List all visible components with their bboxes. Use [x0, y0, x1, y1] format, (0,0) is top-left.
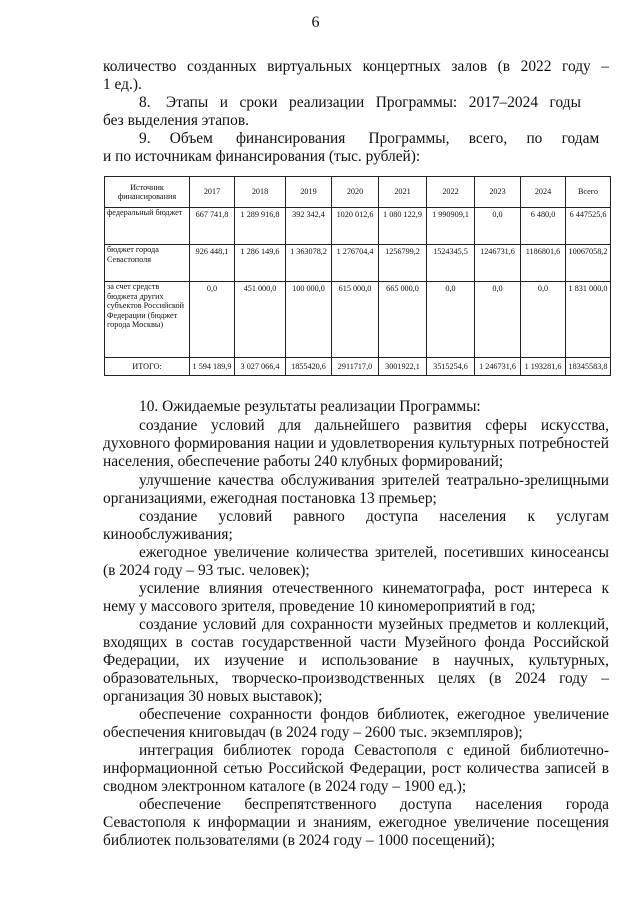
- table-cell: 615 000,0: [332, 282, 379, 358]
- table-cell: 1 594 189,9: [190, 358, 235, 376]
- table-cell: 3001922,1: [379, 358, 427, 376]
- table-cell: 392 342,4: [286, 208, 332, 245]
- financing-table: [104, 176, 611, 376]
- row-label: за счет средств бюджета других субъектов Российской Федерации (бюджет города Москвы): [105, 282, 190, 358]
- table-cell: 1 080 122,9: [379, 208, 427, 245]
- table-cell: 665 000,0: [379, 282, 427, 358]
- table-cell: 667 741,8: [190, 208, 235, 245]
- table-cell: 3515254,6: [427, 358, 475, 376]
- table-cell: 1 193281,6: [521, 358, 566, 376]
- row-label: федеральный бюджет: [105, 208, 190, 245]
- table-cell: 10067058,2: [566, 245, 611, 282]
- result-item: создание условий для сохранности музейных предметов и коллекций, входящих в состав государственной части Музейного фонда Российской Федерации, их изучение и использование в научных, культурных, образовательных, творческо-производственных целях (в 2024 году – организация 30 новых выставок);: [103, 616, 609, 705]
- section-9-line-1: 9. Объем финансирования Программы, всего, по годам: [139, 130, 600, 147]
- table-cell: 1 831 000,0: [566, 282, 611, 358]
- table-cell: 1 363078,2: [286, 245, 332, 282]
- header-total: Всего: [566, 177, 611, 208]
- table-cell: 0,0: [475, 282, 521, 358]
- table-cell: 18345583,8: [566, 358, 611, 376]
- table-cell: 1186801,6: [521, 245, 566, 282]
- table-cell: 0,0: [190, 282, 235, 358]
- table-cell: 1855420,6: [286, 358, 332, 376]
- header-2020: 2020: [332, 177, 379, 208]
- result-item: создание условий равного доступа населения к услугам кинообслуживания;: [103, 508, 609, 543]
- table-cell: 1 990909,1: [427, 208, 475, 245]
- table-cell: 1 246731,6: [475, 358, 521, 376]
- table-cell: 0,0: [427, 282, 475, 358]
- table-cell: 926 448,1: [190, 245, 235, 282]
- table-row: [105, 282, 611, 358]
- table-cell: 1020 012,6: [332, 208, 379, 245]
- table-cell: 1 276704,4: [332, 245, 379, 282]
- result-item: создание условий для дальнейшего развития сферы искусства, духовного формирования нации и удовлетворения культурных потребностей населения, обеспечение работы 240 клубных формирований;: [103, 417, 609, 470]
- table-cell: 1524345,5: [427, 245, 475, 282]
- table-cell: 2911717,0: [332, 358, 379, 376]
- header-2019: 2019: [286, 177, 332, 208]
- page-number: 6: [311, 14, 320, 31]
- result-item: ежегодное увеличение количества зрителей, посетивших киносеансы (в 2024 году – 93 тыс. человек);: [103, 544, 609, 579]
- table-cell: 1246731,6: [475, 245, 521, 282]
- table-cell: 3 027 066,4: [235, 358, 286, 376]
- section-9-line-2: и по источникам финансирования (тыс. рублей):: [103, 148, 421, 165]
- table-cell: 0,0: [475, 208, 521, 245]
- result-item: обеспечение сохранности фондов библиотек, ежегодное увеличение обеспечения книговыдач (в 2024 году – 2600 тыс. экземпляров);: [103, 706, 609, 741]
- section-8-line-2: без выделения этапов.: [103, 112, 249, 129]
- header-2023: 2023: [475, 177, 521, 208]
- header-2018: 2018: [235, 177, 286, 208]
- intro-line-2: 1 ед.).: [103, 76, 142, 93]
- header-2022: 2022: [427, 177, 475, 208]
- table-cell: 1 286 149,6: [235, 245, 286, 282]
- header-2017: 2017: [190, 177, 235, 208]
- result-item: интеграция библиотек города Севастополя с единой библиотечно-информационной сетью Российской Федерации, рост количества записей в сводном электронном каталоге (в 2024 году – 1900 ед.);: [103, 742, 609, 795]
- row-label: ИТОГО:: [105, 358, 190, 376]
- table-cell: 6 447525,6: [566, 208, 611, 245]
- table-header-row: [105, 177, 611, 208]
- table-cell: 100 000,0: [286, 282, 332, 358]
- table-cell: 1256799,2: [379, 245, 427, 282]
- table-cell: 6 480,0: [521, 208, 566, 245]
- intro-line-1: количество созданных виртуальных концертных залов (в 2022 году –: [103, 58, 609, 75]
- table-row-total: [105, 358, 611, 376]
- header-source: Источник финансирования: [105, 177, 190, 208]
- section-10-heading: 10. Ожидаемые результаты реализации Программы:: [139, 398, 481, 415]
- section-8-line-1: 8. Этапы и сроки реализации Программы: 2017–2024 годы: [139, 94, 581, 111]
- result-item: усиление влияния отечественного кинематографа, рост интереса к нему у массового зрителя, проведение 10 киномероприятий в год;: [103, 580, 609, 615]
- table-cell: 451 000,0: [235, 282, 286, 358]
- result-item: обеспечение беспрепятственного доступа населения города Севастополя к информации и знаниям, ежегодное увеличение посещения библиотек пользователями (в 2024 году – 1000 посещений);: [103, 796, 609, 849]
- header-2024: 2024: [521, 177, 566, 208]
- row-label: бюджет города Севастополя: [105, 245, 190, 282]
- table-cell: 0,0: [521, 282, 566, 358]
- header-2021: 2021: [379, 177, 427, 208]
- table-cell: 1 289 916,8: [235, 208, 286, 245]
- table-row: [105, 245, 611, 282]
- result-item: улучшение качества обслуживания зрителей театрально-зрелищными организациями, ежегодная постановка 13 премьер;: [103, 472, 609, 507]
- table-row: [105, 208, 611, 245]
